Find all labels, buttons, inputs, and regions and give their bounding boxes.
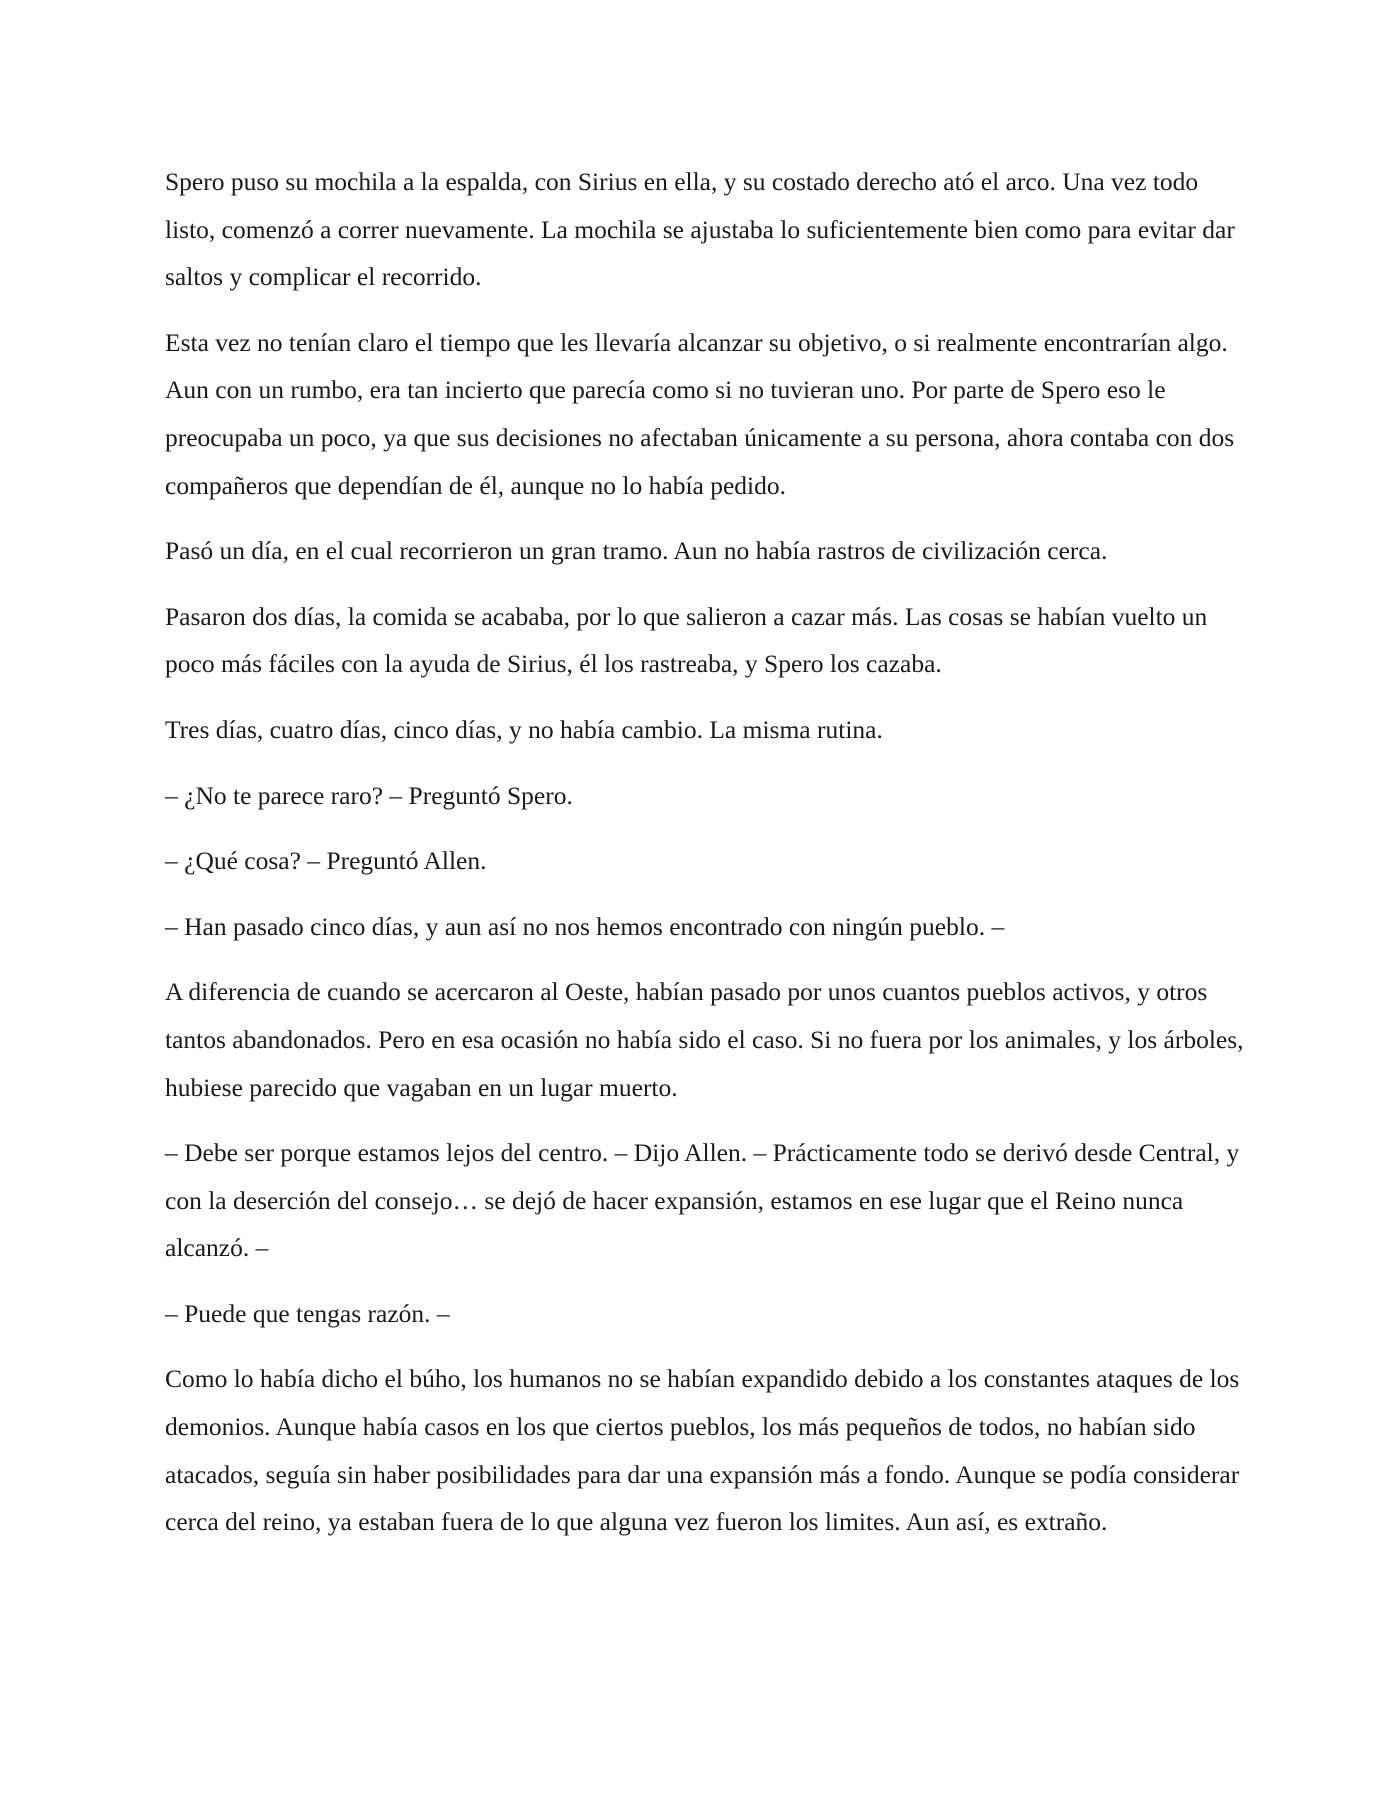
paragraph: Spero puso su mochila a la espalda, con Sirius en ella, y su costado derecho ató el arco. Una vez todo listo, comenzó a correr nuevamente. La mochila se ajustaba lo suficientemente bien como para evitar dar saltos y complicar el recorrido. xyxy=(165,167,1235,292)
document-body xyxy=(165,158,1247,1564)
dialogue-line: – ¿Qué cosa? – Preguntó Allen. xyxy=(165,846,487,876)
paragraph: Esta vez no tenían claro el tiempo que les llevaría alcanzar su objetivo, o si realmente encontrarían algo. Aun con un rumbo, era tan incierto que parecía como si no tuvieran uno. Por parte de Spero eso le preocupaba un poco, ya que sus decisiones no afectaban únicamente a su persona, ahora contaba con dos compañeros que dependían de él, aunque no lo había pedido. xyxy=(165,327,1235,500)
paragraph: Pasó un día, en el cual recorrieron un gran tramo. Aun no había rastros de civilización cerca. xyxy=(165,536,1108,566)
paragraph: Tres días, cuatro días, cinco días, y no había cambio. La misma rutina. xyxy=(165,714,883,744)
paragraph: Pasaron dos días, la comida se acababa, por lo que salieron a cazar más. Las cosas se habían vuelto un poco más fáciles con la ayuda de Sirius, él los rastreaba, y Spero los cazaba. xyxy=(165,601,1208,679)
paragraph: Como lo había dicho el búho, los humanos no se habían expandido debido a los constantes ataques de los demonios. Aunque había casos en los que ciertos pueblos, los más pequeños de todos, no habían sido atacados, seguía sin haber posibilidades para dar una expansión más a fondo. Aunque se podía considerar cerca del reino, ya estaban fuera de lo que alguna vez fueron los limites. Aun así, es extraño. xyxy=(165,1364,1240,1537)
dialogue-line: – Debe ser porque estamos lejos del centro. – Dijo Allen. – Prácticamente todo se derivó desde Central, y con la deserción del consejo… se dejó de hacer expansión, estamos en ese lugar que el Reino nunca alcanzó. – xyxy=(165,1138,1240,1263)
paragraph: A diferencia de cuando se acercaron al Oeste, habían pasado por unos cuantos pueblos activos, y otros tantos abandonados. Pero en esa ocasión no había sido el caso. Si no fuera por los animales, y los árboles, hubiese parecido que vagaban en un lugar muerto. xyxy=(165,977,1244,1102)
dialogue-line: – Puede que tengas razón. – xyxy=(165,1298,450,1328)
dialogue-line: – Han pasado cinco días, y aun así no nos hemos encontrado con ningún pueblo. – xyxy=(165,911,1005,941)
dialogue-line: – ¿No te parece raro? – Preguntó Spero. xyxy=(165,780,573,810)
